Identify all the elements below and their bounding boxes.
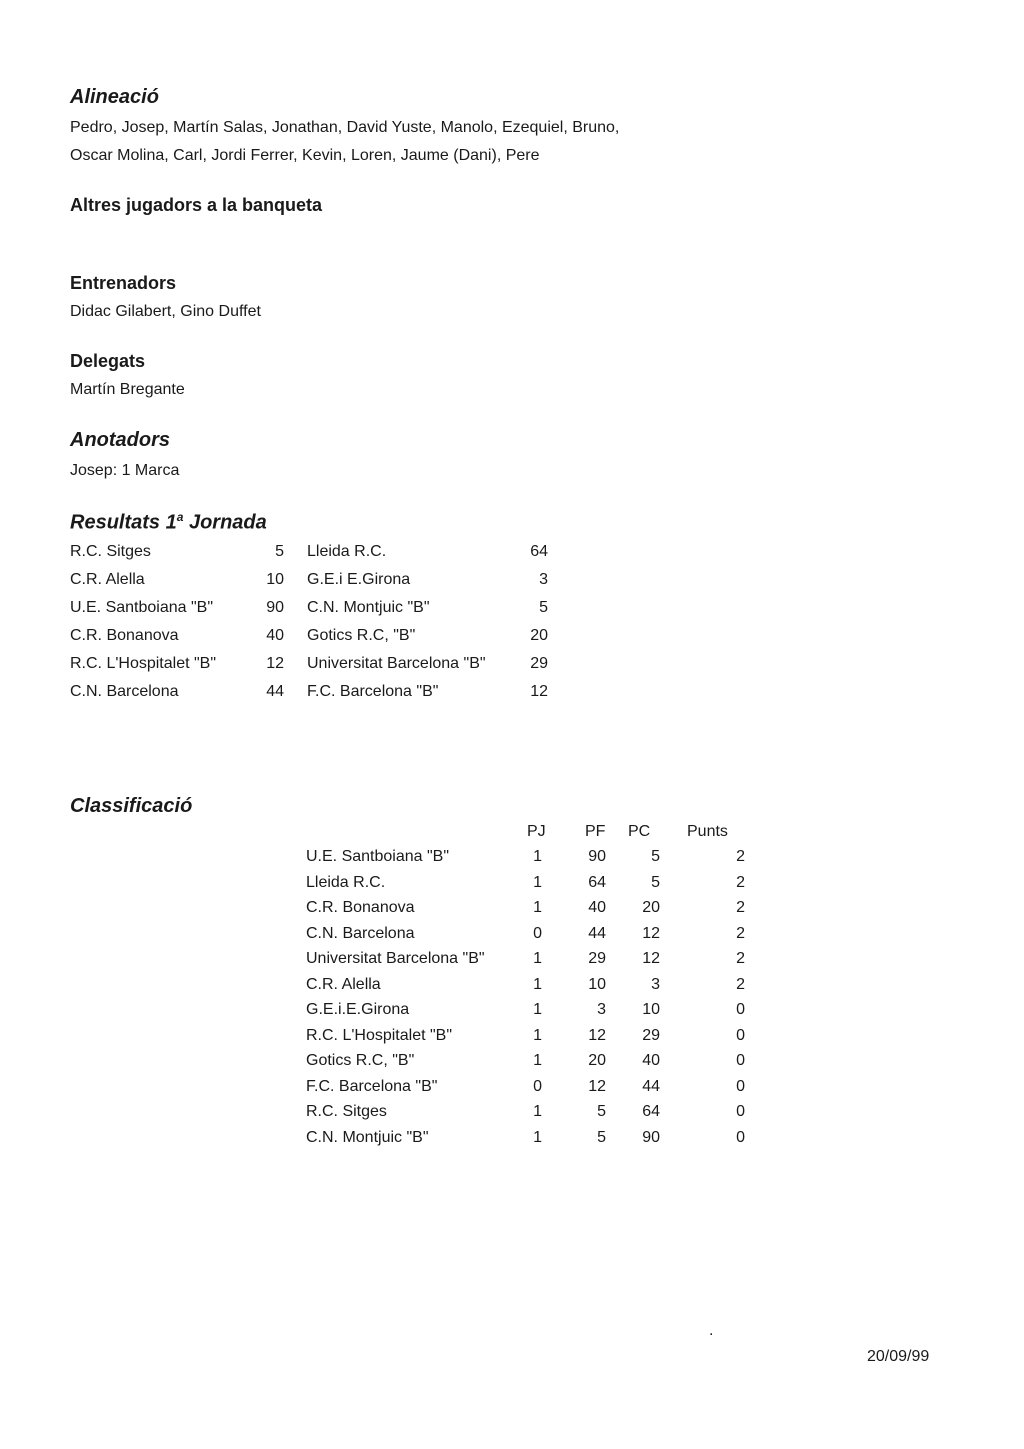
standings-punts: 2 [736,848,745,865]
standings-pf: 12 [588,1027,606,1044]
standings-punts: 0 [736,1001,745,1018]
resultats-heading [70,510,267,535]
result-away-score: 20 [530,627,548,644]
standings-punts: 0 [736,1078,745,1095]
standings-pf: 40 [588,899,606,916]
col-header-pf: PF [585,823,606,840]
standings-punts: 2 [736,950,745,967]
standings-team: F.C. Barcelona "B" [306,1078,438,1095]
standings-pf: 90 [588,848,606,865]
standings-pf: 12 [588,1078,606,1095]
standings-pf: 20 [588,1052,606,1069]
resultats-title-suffix: Jornada [183,511,267,534]
standings-pc: 29 [642,1027,660,1044]
footer-date: 20/09/99 [867,1348,930,1365]
standings-team: Lleida R.C. [306,874,386,891]
result-home-team: C.R. Bonanova [70,627,179,644]
standings-team: C.N. Barcelona [306,925,415,942]
result-away-team: Gotics R.C, "B" [307,627,416,644]
standings-pj: 1 [533,1129,542,1146]
standings-pj: 1 [533,848,542,865]
standings-pc: 12 [642,950,660,967]
alineacio-heading: Alineació [70,86,159,108]
standings-pf: 29 [588,950,606,967]
standings-pc: 3 [651,976,660,993]
result-away-team: Lleida R.C. [307,543,387,560]
resultats-title-prefix: Resultats 1 [70,511,177,534]
result-away-score: 64 [530,543,548,560]
alineacio-line-1: Pedro, Josep, Martín Salas, Jonathan, David Yuste, Manolo, Ezequiel, Bruno, [70,119,620,136]
standings-pf: 5 [597,1103,606,1120]
result-home-team: R.C. L'Hospitalet "B" [70,655,217,672]
standings-pj: 1 [533,1001,542,1018]
standings-pf: 44 [588,925,606,942]
standings-team: U.E. Santboiana "B" [306,848,449,865]
col-header-punts: Punts [687,823,728,840]
result-home-score: 12 [266,655,284,672]
standings-pj: 1 [533,976,542,993]
standings-pj: 0 [533,1078,542,1095]
classificacio-heading: Classificació [70,795,193,817]
standings-pc: 12 [642,925,660,942]
standings-team: C.N. Montjuic "B" [306,1129,429,1146]
standings-team: R.C. Sitges [306,1103,387,1120]
result-away-team: F.C. Barcelona "B" [307,683,439,700]
standings-punts: 2 [736,976,745,993]
delegats-heading: Delegats [70,351,146,371]
standings-team: G.E.i.E.Girona [306,1001,410,1018]
standings-team: R.C. L'Hospitalet "B" [306,1027,453,1044]
result-away-team: G.E.i E.Girona [307,571,411,588]
standings-punts: 0 [736,1052,745,1069]
standings-pj: 0 [533,925,542,942]
standings-team: Universitat Barcelona "B" [306,950,485,967]
result-home-team: C.N. Barcelona [70,683,179,700]
standings-punts: 2 [736,925,745,942]
banqueta-heading: Altres jugadors a la banqueta [70,195,323,215]
standings-team: Gotics R.C, "B" [306,1052,415,1069]
standings-pj: 1 [533,1052,542,1069]
standings-pf: 10 [588,976,606,993]
result-away-score: 3 [539,571,548,588]
result-home-score: 10 [266,571,284,588]
standings-pc: 10 [642,1001,660,1018]
standings-punts: 0 [736,1129,745,1146]
alineacio-line-2: Oscar Molina, Carl, Jordi Ferrer, Kevin, Loren, Jaume (Dani), Pere [70,147,540,164]
standings-pj: 1 [533,874,542,891]
col-header-pc: PC [628,823,651,840]
result-away-score: 12 [530,683,548,700]
result-home-team: C.R. Alella [70,571,145,588]
standings-pc: 64 [642,1103,660,1120]
entrenadors-text: Didac Gilabert, Gino Duffet [70,303,261,320]
delegats-text: Martín Bregante [70,381,185,398]
anotadors-text: Josep: 1 Marca [70,462,180,479]
col-header-pj: PJ [527,823,546,840]
standings-pj: 1 [533,899,542,916]
standings-pj: 1 [533,1027,542,1044]
standings-pc: 5 [651,874,660,891]
result-home-score: 5 [275,543,284,560]
result-home-score: 40 [266,627,284,644]
standings-pf: 5 [597,1129,606,1146]
result-away-team: C.N. Montjuic "B" [307,599,430,616]
standings-pc: 90 [642,1129,660,1146]
result-home-team: R.C. Sitges [70,543,151,560]
result-home-score: 44 [266,683,284,700]
standings-pf: 64 [588,874,606,891]
standings-pf: 3 [597,1001,606,1018]
standings-pc: 20 [642,899,660,916]
standings-pc: 40 [642,1052,660,1069]
standings-pj: 1 [533,1103,542,1120]
standings-pc: 44 [642,1078,660,1095]
standings-team: C.R. Bonanova [306,899,415,916]
standings-punts: 2 [736,874,745,891]
resultats-title-sup: a [176,510,184,524]
standings-pj: 1 [533,950,542,967]
standings-pc: 5 [651,848,660,865]
result-home-team: U.E. Santboiana "B" [70,599,213,616]
footer-dot: . [709,1322,714,1339]
entrenadors-heading: Entrenadors [70,273,177,293]
result-away-score: 5 [539,599,548,616]
result-away-score: 29 [530,655,548,672]
standings-punts: 0 [736,1027,745,1044]
anotadors-heading: Anotadors [70,429,170,451]
result-away-team: Universitat Barcelona "B" [307,655,486,672]
standings-team: C.R. Alella [306,976,381,993]
standings-punts: 2 [736,899,745,916]
result-home-score: 90 [266,599,284,616]
standings-punts: 0 [736,1103,745,1120]
